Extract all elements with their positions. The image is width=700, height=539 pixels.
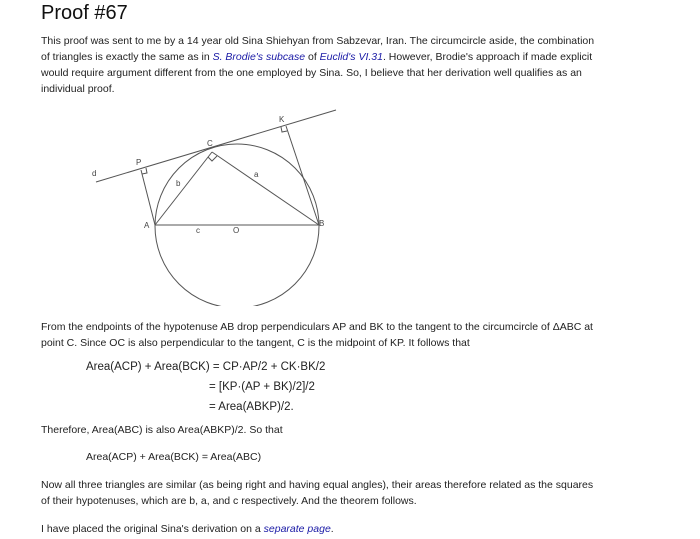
label-c-point: C — [207, 139, 213, 148]
label-a: a — [254, 170, 259, 179]
original-derivation-paragraph — [41, 521, 601, 537]
euclid-vi31-link[interactable]: Euclid's VI.31 — [319, 51, 383, 63]
intro-text-2: of — [305, 51, 320, 63]
equation-line-2: = [KP·(AP + BK)/2]/2 — [209, 381, 315, 393]
label-c-side: c — [196, 226, 200, 235]
geometry-diagram — [88, 106, 348, 306]
label-d: d — [92, 169, 97, 178]
perpendicular-ap — [141, 170, 155, 225]
equation-area-sum: Area(ACP) + Area(BCK) = Area(ABC) — [86, 451, 262, 463]
explanation-paragraph: From the endpoints of the hypotenuse AB drop perpendiculars AP and BK to the tangent to the circumcircle of ΔABC at point C. Since OC is also perpendicular to the tangent, C is the midpoint of KP. It follows that — [41, 321, 593, 349]
equation-line-3: = Area(ABKP)/2. — [209, 401, 294, 413]
right-angle-p — [142, 168, 147, 174]
similarity-paragraph: Now all three triangles are similar (as being right and having equal angles), their areas therefore related as the squares of their hypotenuses, which are b, a, and c respectively. And the theorem follows. — [41, 479, 594, 507]
tangent-line — [96, 110, 336, 182]
brodie-subcase-link[interactable]: S. Brodie's subcase — [212, 51, 306, 63]
conclusion-paragraph: Therefore, Area(ABC) is also Area(ABKP)/2. So that — [41, 424, 283, 436]
proof-figure — [88, 106, 348, 311]
label-o: O — [233, 226, 240, 235]
label-k: K — [279, 115, 285, 124]
label-b: b — [176, 179, 181, 188]
intro-text-1: This proof was sent to me by a 14 year old Sina Shiehyan from Sabzevar, Iran. The circumcircle aside, the combination of triangles is exactly the same as in — [41, 35, 595, 63]
equation-line-1: Area(ACP) + Area(BCK) = CP·AP/2 + CK·BK/2 — [86, 361, 326, 373]
original-text-1: I have placed the original Sina's derivation on a — [41, 523, 264, 535]
intro-text-3: . However, Brodie's approach if made explicit would require argument different from the one employed by Sina. So, I believe that her derivation well qualifies as an individual proof. — [41, 51, 593, 95]
page-title: Proof #67 — [41, 2, 128, 24]
label-p: P — [136, 158, 142, 167]
label-b-point: B — [319, 219, 325, 228]
intro-paragraph — [41, 33, 601, 97]
label-a-point: A — [144, 221, 150, 230]
separate-page-link[interactable]: separate page — [263, 523, 331, 535]
side-bc — [212, 152, 319, 225]
right-angle-c — [208, 156, 217, 161]
perpendicular-bk — [286, 126, 319, 225]
original-text-2: . — [330, 523, 334, 535]
